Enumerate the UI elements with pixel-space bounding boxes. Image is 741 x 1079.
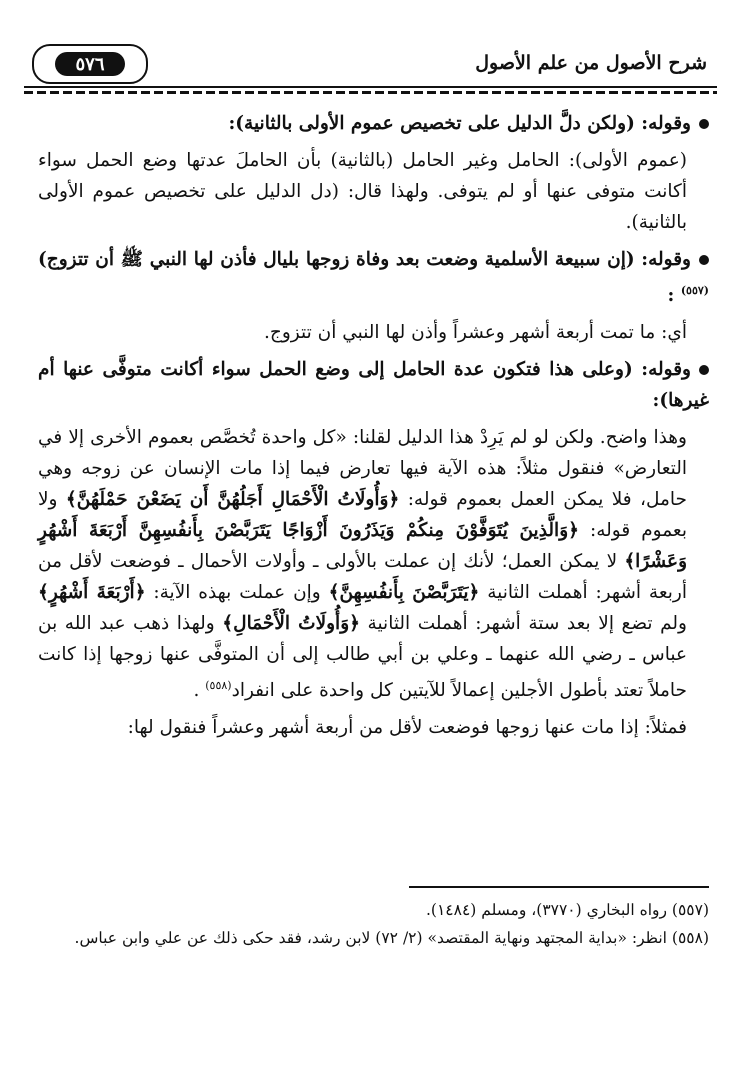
footnote-ref: (٥٥٨) [205, 679, 232, 693]
footnote-separator [409, 886, 709, 888]
bullet-icon [699, 255, 709, 265]
book-title: شرح الأصول من علم الأصول [475, 52, 707, 74]
quran-verse: ﴿وَالَّذِينَ يُتَوَفَّوْنَ مِنكُمْ وَيَذَرُونَ أَزْوَاجًا يَتَرَبَّصْنَ بِأَنفُسِهِنَّ أَرْبَعَةَ أَشْهُرٍ وَعَشْرًا﴾ [38, 520, 688, 573]
header-dashed-rule [24, 91, 717, 94]
paragraph-2: (عموم الأولى): الحامل وغير الحامل (بالثانية) بأن الحاملَ عدتها وضع الحمل سواء أكانت متوفى عنها أو لم يتوفى. ولهذا قال: (دل الدليل على تخصيص عموم الأولى بالثانية). [38, 150, 687, 233]
footnotes [38, 896, 709, 952]
footnote-557: (٥٥٧) رواه البخاري (٣٧٧٠)، ومسلم (١٤٨٤). [426, 901, 709, 919]
footnote-558: (٥٥٨) انظر: «بداية المجتهد ونهاية المقتصد» (٢/ ٧٢) لابن رشد، فقد حكى ذلك عن علي وابن عباس. [74, 929, 709, 947]
footnote-ref: (٥٥٧) [680, 284, 709, 297]
quran-verse: ﴿وَأُولَاتُ الْأَحْمَالِ أَجَلُهُنَّ أَن يَضَعْنَ حَمْلَهُنَّ﴾ [65, 489, 400, 511]
bullet-paragraph-5: وقوله: (وعلى هذا فتكون عدة الحامل إلى وضع الحمل سواء أكانت متوفَّى عنها أم غيرها): [38, 359, 709, 412]
main-text [38, 108, 709, 749]
paragraph-7: فمثلاً: إذا مات عنها زوجها فوضعت لأقل من أربعة أشهر وعشراً فنقول لها: [127, 717, 687, 739]
bullet-icon [699, 365, 709, 375]
quran-verse: ﴿وَأُولَاتُ الْأَحْمَالِ﴾ [222, 613, 360, 635]
page-number-badge [32, 44, 148, 84]
header-rule [24, 86, 717, 88]
page-header [24, 36, 717, 92]
bullet-icon [699, 119, 709, 129]
page-number: ٥٧٦ [55, 52, 125, 76]
paragraph-4: أي: ما تمت أربعة أشهر وعشراً وأذن لها النبي أن تتزوج. [264, 322, 687, 344]
paragraph-6: وهذا واضح. ولكن لو لم يَرِدْ هذا الدليل لقلنا: «كل واحدة تُخصَّص بعموم الأخرى إلا في التعارض» فنقول مثلاً: هذه الآية فيها تعارض فيما إذا مات الإنسان عن زوجه وهي حامل، فلا يمكن العمل بعموم قوله: ﴿وَأُولَاتُ الْأَحْمَالِ أَجَلُهُنَّ أَن يَضَعْنَ حَمْلَهُنَّ﴾ ولا بعموم قوله: ﴿وَالَّذِينَ يُتَوَفَّوْنَ مِنكُمْ وَيَذَرُونَ أَزْوَاجًا يَتَرَبَّصْنَ بِأَنفُسِهِنَّ أَرْبَعَةَ أَشْهُرٍ وَعَشْرًا﴾ لا يمكن العمل؛ لأنك إن عملت بالأولى ـ وأولات الأحمال ـ فوضعت لأقل من أربعة أشهر: أهملت الثانية ﴿يَتَرَبَّصْنَ بِأَنفُسِهِنَّ﴾ وإن عملت بهذه الآية: ﴿أَرْبَعَةَ أَشْهُرٍ﴾ ولم تضع إلا بعد ستة أشهر: أهملت الثانية ﴿وَأُولَاتُ الْأَحْمَالِ﴾ ولهذا ذهب عبد الله بن عباس ـ رضي الله عنهما ـ وعلي بن أبي طالب إلى أن المتوفَّى عنها زوجها إذا كانت حاملاً تعتد بأطول الأجلين إعمالاً للآيتين كل واحدة على انفراد$^{(٥٥٨)}$ . [38, 427, 688, 702]
quran-verse: ﴿أَرْبَعَةَ أَشْهُرٍ﴾ [38, 582, 146, 604]
bullet-paragraph-1: وقوله: (ولكن دلَّ الدليل على تخصيص عموم الأولى بالثانية): [38, 108, 709, 139]
quran-verse: ﴿يَتَرَبَّصْنَ بِأَنفُسِهِنَّ﴾ [328, 582, 480, 604]
bullet-paragraph-3: وقوله: (إن سبيعة الأسلمية وضعت بعد وفاة زوجها بليال فأذن لها النبي ﷺ أن تتزوج)$^{(٥٥٧)}$ : [38, 249, 709, 307]
